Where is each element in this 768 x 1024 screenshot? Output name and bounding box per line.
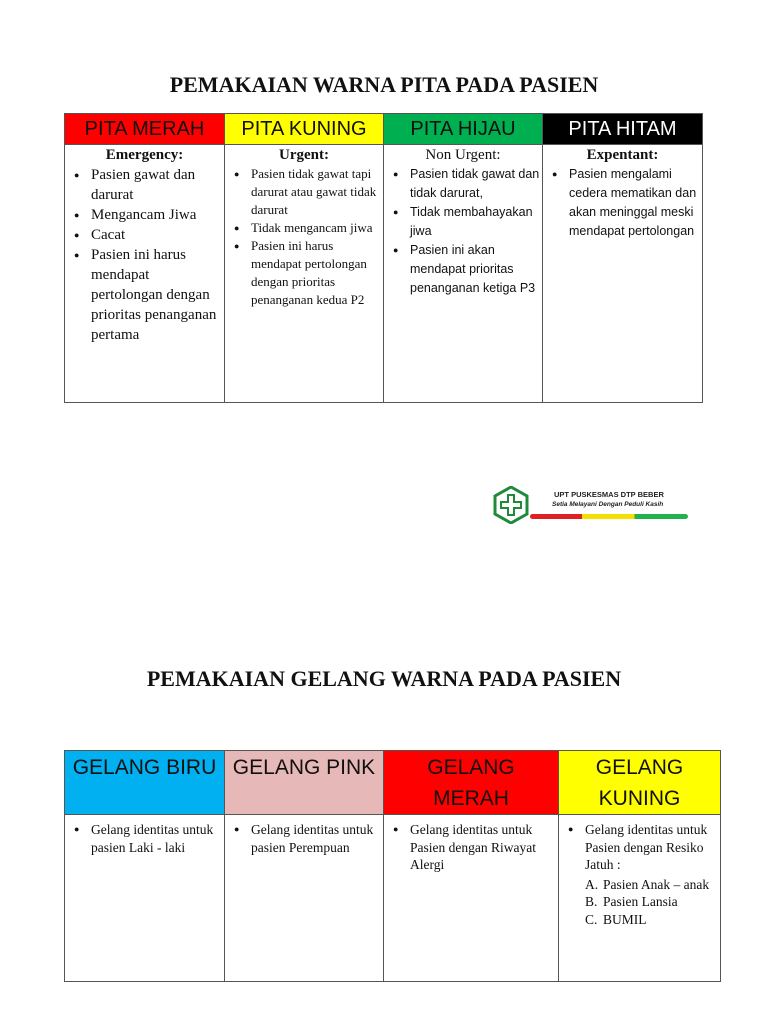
category-label: Emergency:	[105, 147, 184, 163]
risk-sublist	[585, 876, 720, 929]
logo-tagline: Setia Melayani Dengan Peduli Kasih	[552, 501, 664, 508]
sub-text: Pasien Anak – anak	[603, 876, 710, 892]
list-item: ● Mengancam Jiwa	[65, 205, 224, 225]
sub-list-item	[585, 911, 720, 929]
list-item: ● Pasien tidak gawat dan tidak darurat,	[384, 165, 542, 203]
pita-color-table	[64, 113, 703, 403]
puskesmas-cross-icon	[492, 486, 530, 524]
gelang-kuning-header: GELANG KUNING	[559, 751, 721, 815]
category-label: Expentant:	[586, 147, 659, 163]
gelang-kuning-list	[559, 821, 720, 928]
gelang-section-title: PEMAKAIAN GELANG WARNA PADA PASIEN	[146, 666, 622, 691]
gelang-kuning-cell	[559, 815, 721, 982]
pita-merah-header: PITA MERAH	[65, 114, 225, 145]
list-item: ● Pasien ini harus mendapat pertolongan dengan prioritas penanganan pertama	[65, 245, 224, 345]
list-item: ● Pasien ini harus mendapat pertolongan dengan prioritas penanganan kedua P2	[225, 237, 383, 309]
gelang-biru-cell	[65, 815, 225, 982]
gelang-color-table	[64, 750, 721, 982]
pita-kuning-cell	[225, 145, 384, 403]
puskesmas-logo	[492, 486, 692, 526]
pita-hitam-list	[543, 165, 702, 241]
sub-marker: C.	[585, 911, 598, 927]
gelang-merah-list	[384, 821, 558, 874]
category-label: Non Urgent:	[425, 147, 501, 163]
gelang-merah-cell	[384, 815, 559, 982]
pita-merah-list	[65, 165, 224, 345]
list-item: ● Tidak mengancam jiwa	[225, 219, 383, 237]
sub-list-item	[585, 893, 720, 911]
gelang-pink-header: GELANG PINK	[225, 751, 384, 815]
pita-merah-cell	[65, 145, 225, 403]
gelang-pink-cell	[225, 815, 384, 982]
gelang-merah-header: GELANG MERAH	[384, 751, 559, 815]
list-item: ● Cacat	[65, 225, 224, 245]
pita-kuning-list	[225, 165, 383, 309]
pita-hitam-cell	[543, 145, 703, 403]
sub-text: Pasien Lansia	[603, 894, 678, 909]
sub-marker: A.	[585, 876, 599, 892]
list-item: ● Gelang identitas untuk Pasien dengan Riwayat Alergi	[384, 821, 558, 874]
gelang-biru-list	[65, 821, 224, 856]
list-item: ● Tidak membahayakan jiwa	[384, 203, 542, 241]
list-item: ● Gelang identitas untuk pasien Laki - laki	[65, 821, 224, 856]
gelang-biru-header: GELANG BIRU	[65, 751, 225, 815]
gelang-pink-list	[225, 821, 383, 856]
sub-text: BUMIL	[603, 911, 647, 927]
sub-marker: B.	[585, 894, 598, 909]
pita-hijau-list	[384, 165, 542, 298]
list-item-text: Gelang identitas untuk Pasien dengan Resiko Jatuh :	[585, 822, 708, 872]
list-item: ● Pasien ini akan mendapat prioritas penanganan ketiga P3	[384, 241, 542, 298]
pita-kuning-header: PITA KUNING	[225, 114, 384, 145]
pita-section-title: PEMAKAIAN WARNA PITA PADA PASIEN	[169, 72, 599, 97]
sub-list-item	[585, 876, 720, 894]
pita-hitam-header: PITA HITAM	[543, 114, 703, 145]
list-item: ● Pasien tidak gawat tapi darurat atau gawat tidak darurat	[225, 165, 383, 219]
pita-hijau-cell	[384, 145, 543, 403]
list-item	[559, 821, 720, 928]
pita-hijau-header: PITA HIJAU	[384, 114, 543, 145]
logo-name: UPT PUSKESMAS DTP BEBER	[554, 490, 664, 499]
category-label: Urgent:	[279, 147, 329, 163]
list-item: ● Gelang identitas untuk pasien Perempuan	[225, 821, 383, 856]
logo-color-bar	[530, 514, 688, 519]
list-item: ● Pasien gawat dan darurat	[65, 165, 224, 205]
list-item: ● Pasien mengalami cedera mematikan dan akan meninggal meski mendapat pertolongan	[543, 165, 702, 241]
